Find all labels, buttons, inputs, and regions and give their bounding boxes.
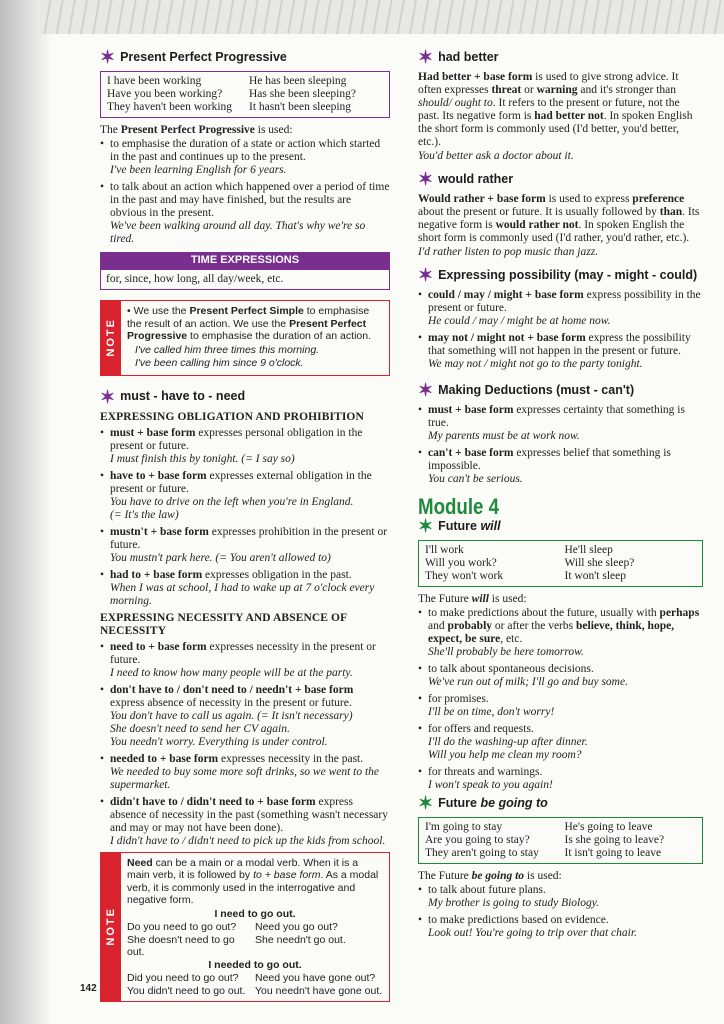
list-item: • can't + base form expresses belief that something is impossible. You can't be serious.: [418, 447, 703, 486]
note-box-1: NOTE • We use the Present Perfect Simple to emphasise the result of an action. We use the Present Perfect Progressive to emphasise the duration of an action. I've called him three times this morning. I've been calling him since 9 o'clock.: [100, 300, 390, 376]
time-expressions-body: for, since, how long, all day/week, etc.: [100, 269, 390, 290]
necessity-list: [100, 641, 390, 848]
list-item: • for promises. I'll be on time, don't worry!: [418, 693, 703, 719]
list-item: • to emphasise the duration of a state or action which started in the past and continues up to the present. I've been learning English for 6 years.: [100, 138, 390, 177]
ppp-heading: ✶ Present Perfect Progressive: [100, 47, 287, 67]
list-item: • mustn't + base form expresses prohibition in the present or future. You mustn't park here. (= You aren't allowed to): [100, 526, 390, 565]
list-item: • must + base form expresses personal obligation in the present or future. I must finish this by tonight. (= I say so): [100, 427, 390, 466]
had-better-text: Had better + base form is used to give strong advice. It often expresses threat or warning and it's stronger than should/ ought to. It refers to the present or future, not the past. Its negative form is had better not. In spoken English the short form is commonly used (I'd better, you'd better, etc.).: [418, 71, 693, 148]
star-icon: ✶: [100, 386, 116, 407]
had-better-heading: ✶ had better: [418, 47, 499, 67]
list-item: • didn't have to / didn't need to + base form express absence of necessity in the past (something wasn't necessary and may or may not have been done). I didn't have to / didn't need to pick up the kids from school.: [100, 796, 390, 848]
going-to-list: [418, 884, 703, 940]
star-icon: ✶: [418, 793, 434, 813]
list-item: • to make predictions about the future, usually with perhaps and probably or after the verbs believe, think, hope, expect, be sure, etc. She'll probably be here tomorrow.: [418, 607, 703, 659]
time-expressions-heading: TIME EXPRESSIONS: [100, 252, 390, 269]
list-item: • could / may / might + base form express possibility in the present or future. He could / may / might be at home now.: [418, 289, 703, 328]
star-icon: ✶: [418, 516, 434, 536]
left-column: [100, 47, 390, 1016]
star-icon: ✶: [418, 169, 434, 189]
obligation-list: [100, 427, 390, 608]
would-rather-heading: ✶ would rather: [418, 169, 514, 189]
must-heading: ✶ must - have to - need: [100, 386, 246, 407]
deductions-heading: ✶ Making Deductions (must - can't): [418, 380, 635, 400]
ppp-intro: The Present Perfect Progressive is used:: [100, 124, 293, 136]
list-item: • needed to + base form expresses necessity in the past. We needed to buy some more soft drinks, so we went to the supermarket.: [100, 753, 390, 792]
star-icon: ✶: [100, 47, 116, 67]
list-item: • to make predictions based on evidence. Look out! You're going to trip over that chair.: [418, 914, 703, 940]
deductions-list: [418, 404, 703, 486]
star-icon: ✶: [418, 47, 434, 67]
list-item: • for offers and requests. I'll do the washing-up after dinner. Will you help me clean my room?: [418, 723, 703, 762]
list-item: • may not / might not + base form express the possibility that something will not happen in the present or future. We may not / might not go to the party tonight.: [418, 332, 703, 371]
note-tab: NOTE: [101, 301, 121, 375]
future-will-example-box: I'll work He'll sleep Will you work? Will she sleep? They won't work It won't sleep: [418, 540, 703, 587]
future-will-list: [418, 607, 703, 792]
list-item: • for threats and warnings. I won't speak to you again!: [418, 766, 703, 792]
would-rather-text: Would rather + base form is used to express preference about the present or future. It is usually followed by than. Its negative form is would rather not. In spoken English the short form is commonly used (I'd rather, you'd rather, etc.).: [418, 193, 700, 244]
necessity-subheading: EXPRESSING NECESSITY AND ABSENCE OF NECESSITY: [100, 611, 347, 637]
list-item: • must + base form expresses certainty that something is true. My parents must be at work now.: [418, 404, 703, 443]
possibility-list: [418, 289, 703, 371]
note-tab: NOTE: [101, 853, 121, 1002]
future-will-heading: ✶ Future will: [418, 516, 501, 536]
list-item: • to talk about future plans. My brother is going to study Biology.: [418, 884, 703, 910]
going-to-example-box: I'm going to stay He's going to leave Are you going to stay? Is she going to leave? They aren't going to stay It isn't going to leave: [418, 817, 703, 864]
list-item: • have to + base form expresses external obligation in the present or future. You have to drive on the left when you're in England. (= It's the law): [100, 470, 390, 522]
right-column: ✶ had better Had better + base form is used to give strong advice. It often expresses threat or warning and it's stronger than should/ ought to. It refers to the present or future, not the past. Its negative form is had better not. In spoken English the short form is commonly used (I'd better, you'd better, etc.). You'd better ask a doctor about it. ✶ would rather Would rather + base form is used to express preference about the present or future. It is usually followed by than. Its negative form is would rather not. In spoken English the short form is commonly used (I'd rather, you'd rather, etc.). I'd rather listen to pop music than jazz. ✶ Expressing possibility (may - might - could) • could / may / might + base form express possibility in the present or future. He could / may / might be at home now. • may not / might not + base form express the possibility that something will not happen in the present or future. We may not / might not go to the party tonight. ✶ Making Deductions (must - can't) • must + base form expresses certainty that something is true. My parents must be at work now. • can't + base form expresses belief that something is impossible. You can't be serious. Module 4 ✶ Future will I'll work He'll sleep Will you work? Will she sleep? They won't work It won't sleep The Future will is used: • to make predictions about the future, usually with perhaps and probably or after the verbs believe, think, hope, expect, be sure, etc. She'll probably be here tomorrow. • to talk about spontaneous decisions. We've run out of milk; I'll go and buy some. • for promises. I'll be on time, don't worry! • for offers and requests. I'll do the washing-up after dinner. Will you help me clean my room? • for threats and warnings. I won't speak to you again! ✶ Future be going to I'm going to stay He's going to leave Are you going to stay? Is she going to leave? They aren't going to stay It isn't going to leave The Future be going to is used: • to talk about future plans. My brother is going to study Biology. • to make predictions based on evidence. Look out! You're going to trip over that chair.: [418, 50, 703, 944]
star-icon: ✶: [418, 265, 434, 285]
note-box-2: NOTE Need can be a main or a modal verb. When it is a main verb, it is followed by to + base form. As a modal verb, it is commonly used in the interrogative and negative form. I need to go out. Do you need to go out? Need you go out? She doesn't need to go out. She needn't go out. I needed to go out. Did you need to go out? Need you have gone out? You didn't need to go out. You needn't have gone out.: [100, 852, 390, 1003]
list-item: • don't have to / don't need to / needn't + base form express absence of necessity in the present or future. You don't have to call us again. (= It isn't necessary) She doesn't need to send her CV again. You needn't worry. Everything is under control.: [100, 684, 390, 749]
book-spine-shadow: [0, 0, 52, 1024]
list-item: • had to + base form expresses obligation in the past. When I was at school, I had to wake up at 7 o'clock every morning.: [100, 569, 390, 608]
top-decorative-band: [40, 0, 724, 34]
page-number: 142: [80, 983, 97, 994]
ppp-uses-list: [100, 138, 390, 246]
list-item: • to talk about an action which happened over a period of time in the past and may have finished, but the results are obvious in the present. We've been walking around all day. That's why we're so tired.: [100, 181, 390, 246]
ppp-example-box: I have been working He has been sleeping Have you been working? Has she been sleeping? They haven't been working It hasn't been sleeping: [100, 71, 390, 118]
possibility-heading: ✶ Expressing possibility (may - might - could): [418, 265, 698, 285]
list-item: • to talk about spontaneous decisions. We've run out of milk; I'll go and buy some.: [418, 663, 703, 689]
going-to-heading: ✶ Future be going to: [418, 793, 548, 813]
star-icon: ✶: [418, 380, 434, 400]
obligation-subheading: EXPRESSING OBLIGATION AND PROHIBITION: [100, 410, 364, 423]
module-title: Module 4: [418, 494, 500, 519]
list-item: • need to + base form expresses necessity in the present or future. I need to know how many people will be at the party.: [100, 641, 390, 680]
